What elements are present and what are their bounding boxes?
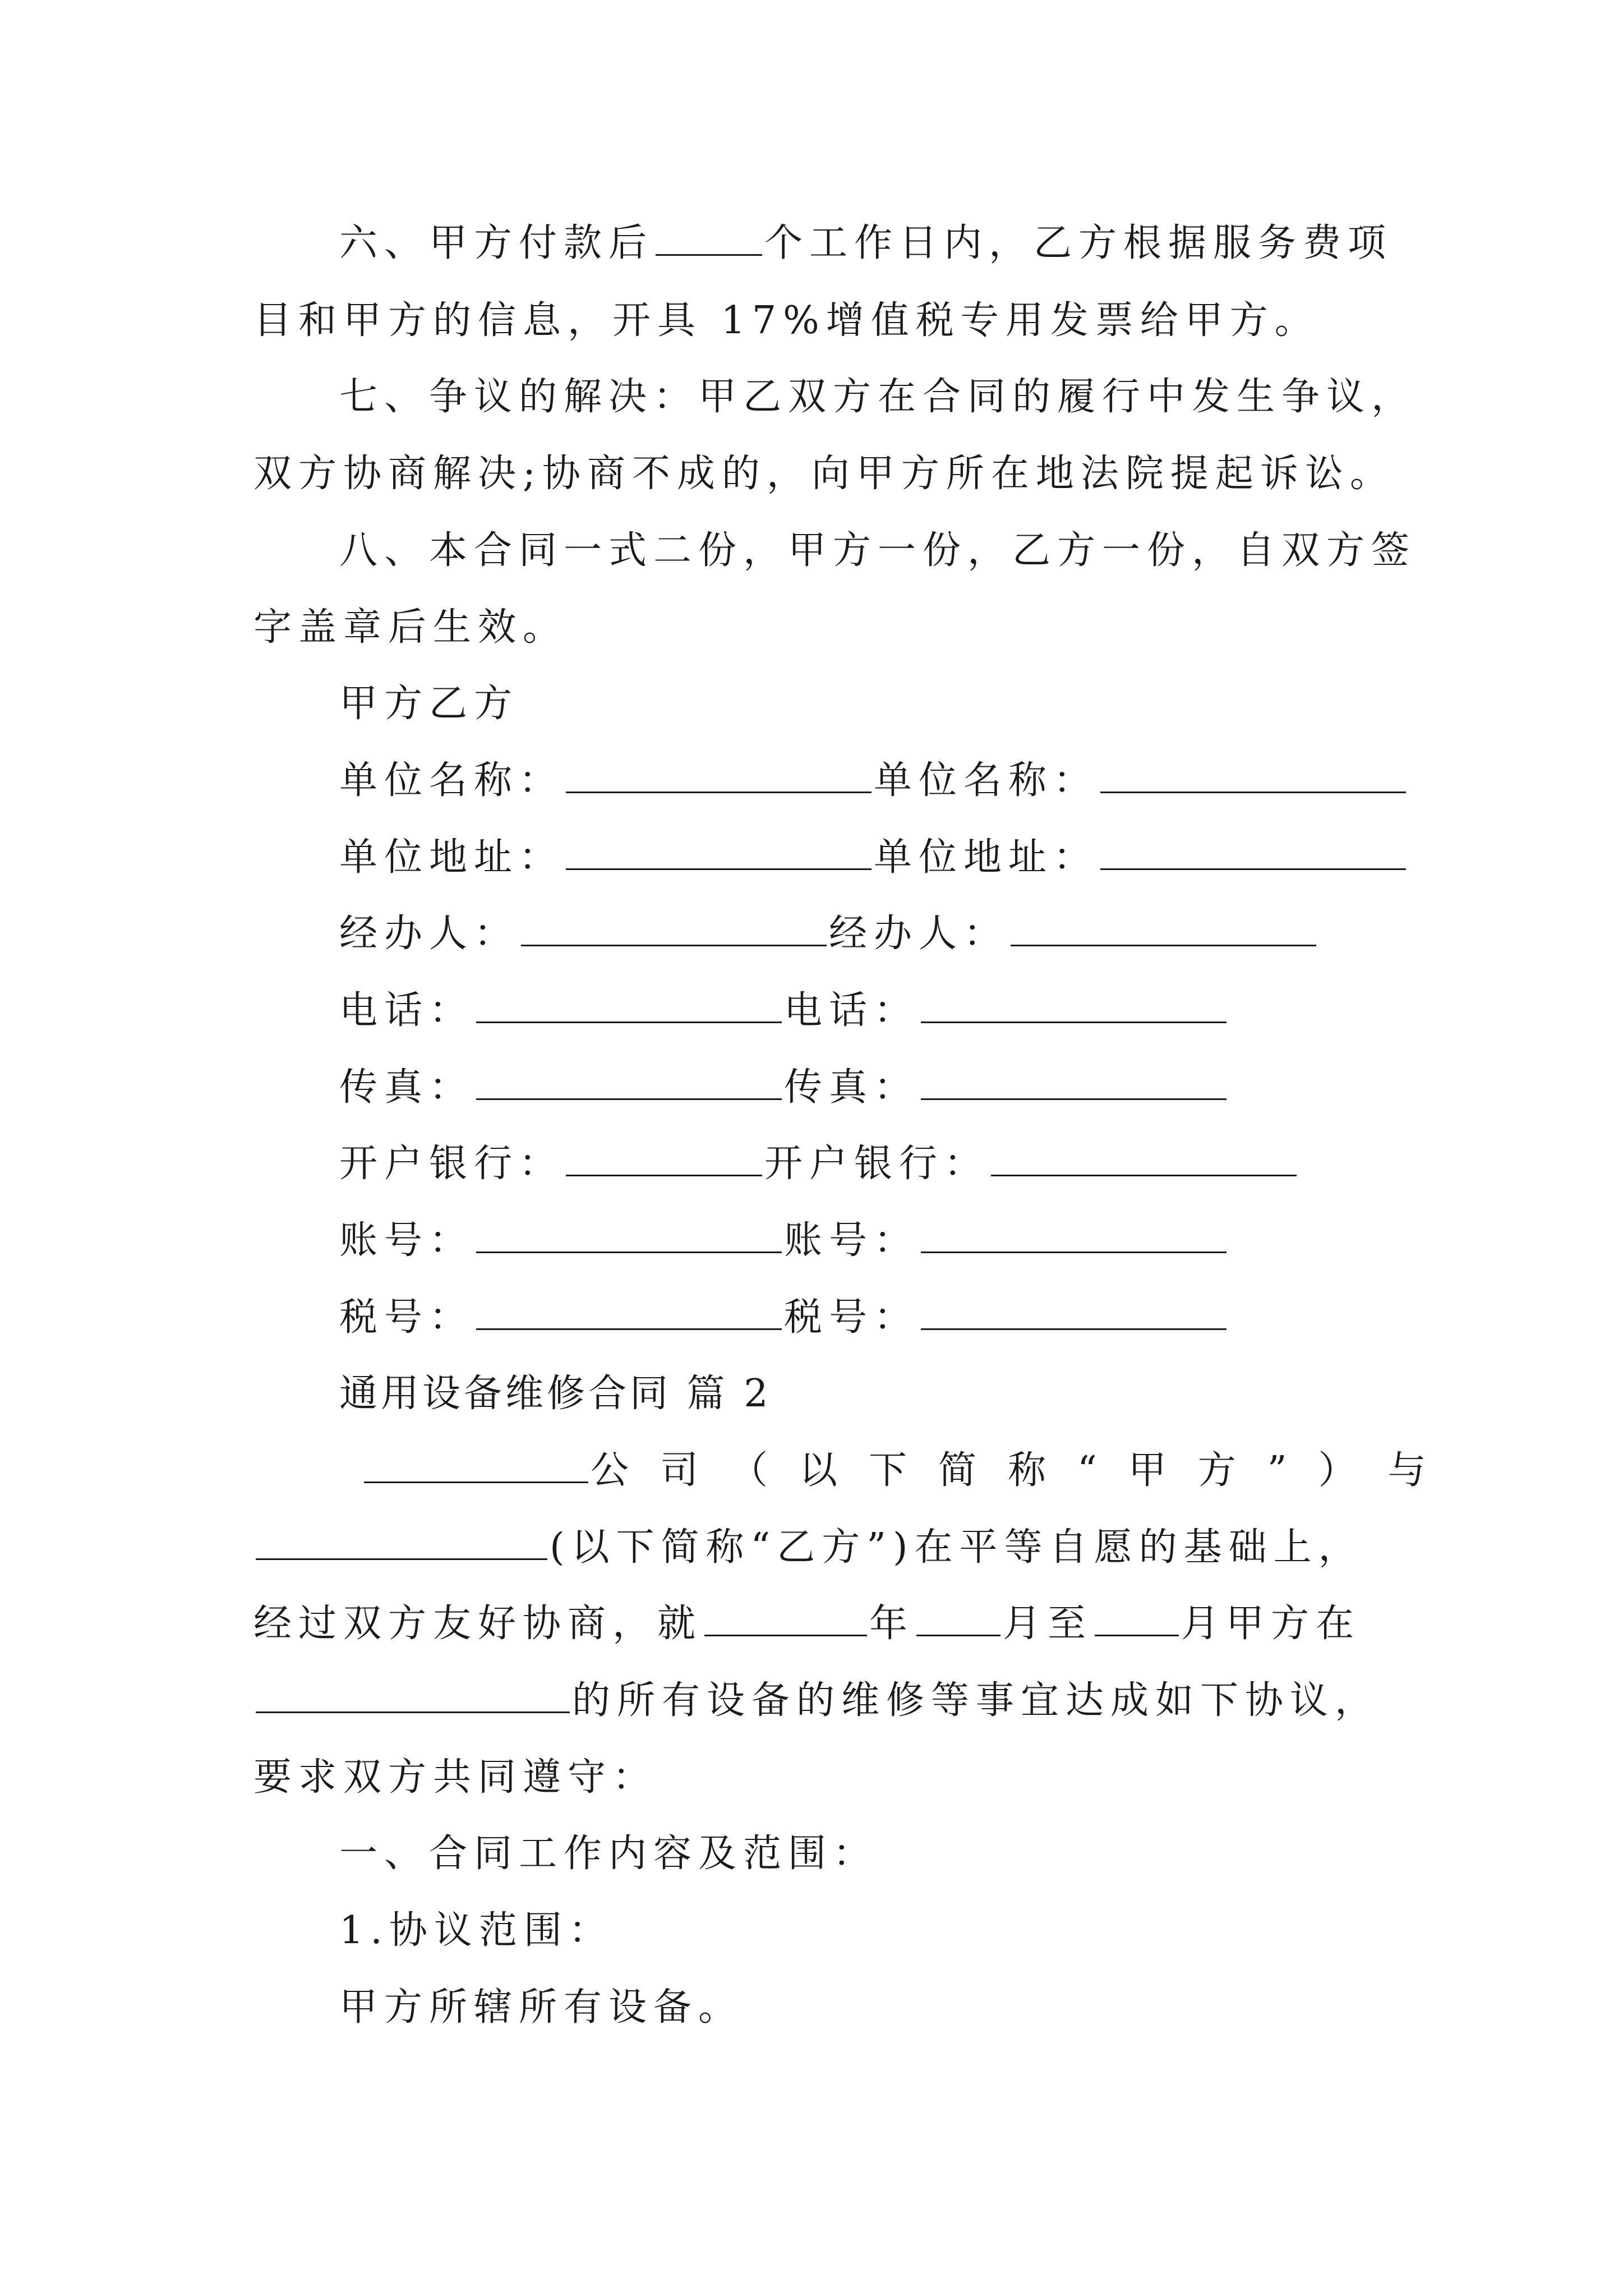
account-label: 账号： <box>784 1218 919 1263</box>
intro-line-5: 要求双方共同遵守： <box>253 1755 658 1800</box>
clause-six-line-2: 目和甲方的信息，开具 17%增值税专用发票给甲方。 <box>253 298 1320 343</box>
intro-text-4: 的所有设备的维修等事宜达成如下协议， <box>572 1678 1380 1723</box>
section-title: 通用设备维修合同 篇 2 <box>339 1372 772 1416</box>
party-b-tax-field[interactable] <box>921 1294 1227 1330</box>
party-a-unit-address-field[interactable] <box>566 834 872 870</box>
party-b-name-field[interactable] <box>256 1524 547 1560</box>
agent-label: 经办人： <box>339 912 519 956</box>
party-a-company-field[interactable] <box>364 1447 588 1483</box>
location-field[interactable] <box>256 1677 570 1713</box>
agent-label: 经办人： <box>829 912 1009 956</box>
party-b-bank-field[interactable] <box>991 1140 1297 1176</box>
clause-six-start: 六、甲方付款后 <box>339 221 654 265</box>
clause-six-end: 个工作日内，乙方根据服务费项 <box>764 221 1393 265</box>
party-a-tax-field[interactable] <box>476 1294 782 1330</box>
phone-label: 电话： <box>784 988 919 1033</box>
party-a-fax-field[interactable] <box>476 1064 782 1100</box>
unit-name-label: 单位名称： <box>874 758 1099 803</box>
unit-address-row <box>339 831 1408 885</box>
clause-eight-line-1: 八、本合同一式二份，甲方一份，乙方一份，自双方签 <box>339 528 1417 573</box>
tax-row <box>339 1291 1229 1345</box>
agent-row <box>339 907 1318 961</box>
party-b-agent-field[interactable] <box>1011 910 1316 946</box>
unit-name-row <box>339 754 1408 808</box>
intro-text-3c: 月至 <box>1003 1602 1093 1646</box>
parties-heading: 甲方乙方 <box>339 682 519 726</box>
fax-label: 传真： <box>339 1065 474 1110</box>
intro-text-2: (以下简称“乙方”)在平等自愿的基础上， <box>550 1525 1363 1570</box>
clause-seven-line-1: 七、争议的解决：甲乙双方在合同的履行中发生争议， <box>339 375 1417 419</box>
tax-label: 税号： <box>784 1295 919 1340</box>
party-b-unit-address-field[interactable] <box>1100 834 1406 870</box>
item-one-sub-text: 甲方所辖所有设备。 <box>339 1985 744 2030</box>
party-b-phone-field[interactable] <box>921 987 1227 1023</box>
phone-row <box>339 984 1229 1038</box>
phone-label: 电话： <box>339 988 474 1033</box>
intro-line-3 <box>253 1597 1361 1651</box>
fill-blank[interactable] <box>656 219 762 256</box>
intro-text-3b: 年 <box>869 1602 915 1646</box>
party-b-unit-name-field[interactable] <box>1100 757 1406 793</box>
unit-address-label: 单位地址： <box>339 835 564 880</box>
tax-label: 税号： <box>339 1295 474 1340</box>
start-month-field[interactable] <box>916 1600 1000 1636</box>
clause-seven-line-2: 双方协商解决;协商不成的，向甲方所在地法院提起诉讼。 <box>253 452 1395 496</box>
bank-row <box>339 1137 1299 1191</box>
clause-six-line-1 <box>339 217 1393 270</box>
intro-text-1: 公司（以下简称“甲方”）与 <box>591 1448 1458 1493</box>
party-a-unit-name-field[interactable] <box>566 757 872 793</box>
party-a-agent-field[interactable] <box>521 910 827 946</box>
bank-label: 开户银行： <box>764 1142 989 1186</box>
account-row <box>339 1214 1229 1268</box>
party-b-fax-field[interactable] <box>921 1064 1227 1100</box>
party-a-bank-field[interactable] <box>566 1140 762 1176</box>
year-field[interactable] <box>704 1600 867 1636</box>
intro-text-3a: 经过双方友好协商，就 <box>253 1602 703 1646</box>
fax-row <box>339 1061 1229 1115</box>
item-one-heading: 一、合同工作内容及范围： <box>339 1832 878 1876</box>
intro-text-3d: 月甲方在 <box>1181 1602 1361 1646</box>
clause-eight-line-2: 字盖章后生效。 <box>253 605 568 650</box>
item-one-sub-heading: 1.协议范围： <box>339 1908 614 1953</box>
party-b-account-field[interactable] <box>921 1217 1227 1253</box>
intro-line-1 <box>362 1444 1458 1498</box>
intro-line-4 <box>253 1674 1380 1728</box>
account-label: 账号： <box>339 1218 474 1263</box>
fax-label: 传真： <box>784 1065 919 1110</box>
bank-label: 开户银行： <box>339 1142 564 1186</box>
end-month-field[interactable] <box>1095 1600 1179 1636</box>
party-a-account-field[interactable] <box>476 1217 782 1253</box>
unit-address-label: 单位地址： <box>874 835 1099 880</box>
unit-name-label: 单位名称： <box>339 758 564 803</box>
intro-line-2 <box>253 1521 1363 1575</box>
party-a-phone-field[interactable] <box>476 987 782 1023</box>
